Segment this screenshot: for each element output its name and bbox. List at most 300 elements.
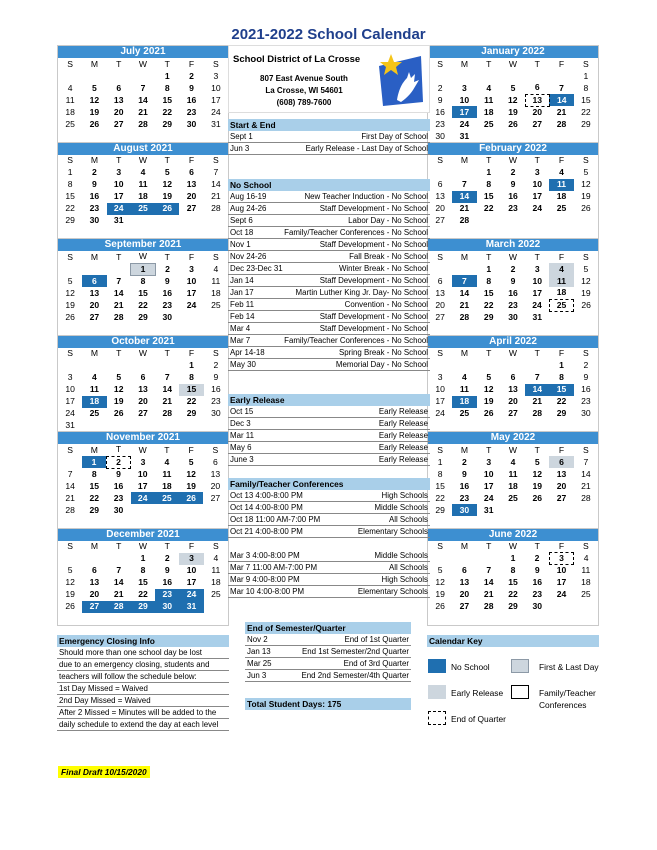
calendar-day: 5: [164, 167, 170, 177]
calendar-day: [58, 227, 82, 239]
list-item: [245, 634, 411, 646]
item-description: Elementary Schools: [357, 527, 428, 536]
calendar-day: 4: [510, 456, 516, 467]
calendar-day: 27: [82, 601, 106, 613]
calendar-day: [525, 130, 549, 142]
item-date: Oct 13 4:00-8:00 PM: [230, 491, 303, 500]
weekday-header: M: [460, 58, 468, 69]
weekday-header: T: [164, 155, 170, 165]
list-item: [228, 418, 430, 430]
calendar-day: [204, 227, 228, 239]
calendar-day: [501, 613, 525, 625]
calendar-day: 4: [583, 553, 589, 563]
calendar-day: [107, 130, 131, 142]
calendar-day: 20: [459, 589, 470, 599]
calendar-day: [131, 227, 155, 239]
calendar-day: 5: [583, 167, 589, 177]
weekday-header: W: [138, 348, 148, 358]
item-date: Nov 1: [230, 240, 251, 249]
calendar-day: 13: [556, 468, 567, 479]
calendar-day: 16: [508, 287, 518, 298]
calendar-day: 5: [486, 372, 492, 382]
weekday-header: M: [90, 348, 98, 358]
calendar-day: [107, 613, 131, 625]
calendar-day: [131, 323, 155, 335]
item-date: Jan 17: [230, 288, 254, 297]
weekday-header: T: [534, 155, 540, 165]
calendar-day: [107, 360, 131, 372]
calendar-day: 8: [510, 565, 516, 575]
calendar-day: [58, 516, 82, 528]
calendar-day: 24: [107, 203, 131, 215]
weekday-header: T: [486, 58, 492, 69]
item-date: Mar 7 11:00 AM-7:00 PM: [230, 563, 318, 572]
calendar-day: 1: [559, 360, 564, 370]
weekday-header: T: [116, 251, 122, 262]
early-release-header: Early Release: [228, 394, 430, 406]
list-item: [245, 646, 411, 658]
item-date: Mar 9 4:00-8:00 PM: [230, 575, 300, 584]
calendar-day: 29: [483, 311, 494, 322]
calendar-day: 3: [462, 82, 467, 93]
calendar-day: 1: [82, 456, 106, 468]
no-school-swatch: [428, 659, 446, 673]
calendar-day: [525, 360, 549, 372]
total-student-days: Total Student Days: 175: [245, 698, 411, 710]
no-school-header: No School: [228, 179, 430, 191]
calendar-day: 3: [179, 553, 203, 565]
weekday-header: M: [460, 541, 468, 551]
calendar-day: 27: [186, 203, 197, 213]
calendar-day: 26: [483, 408, 494, 418]
calendar-day: 12: [435, 577, 445, 587]
calendar-day: 27: [532, 118, 543, 129]
calendar-day: [131, 613, 155, 625]
weekday-header: S: [582, 444, 589, 455]
weekday-header: W: [508, 155, 518, 165]
calendar-day: 3: [116, 167, 122, 177]
calendar-day: 2: [462, 456, 467, 467]
calendar-day: [549, 311, 573, 323]
calendar-day: 12: [581, 275, 591, 286]
eoq-swatch: [428, 711, 446, 725]
calendar-day: [428, 167, 452, 179]
calendar-day: 30: [162, 311, 173, 322]
calendar-day: 24: [65, 408, 75, 418]
calendar-day: 23: [459, 492, 470, 503]
calendar-day: 25: [211, 299, 221, 310]
calendar-day: 12: [581, 179, 591, 189]
weekday-header: S: [437, 444, 443, 455]
conferences-march-section: [228, 550, 430, 598]
month-name: July 2021: [58, 46, 228, 58]
calendar-day: 22: [581, 106, 591, 117]
list-item: [228, 406, 430, 418]
calendar-day: [106, 516, 130, 528]
emergency-text: daily schedule to extend the day at each level: [59, 720, 219, 729]
calendar-day: [428, 227, 452, 239]
emergency-line: [57, 647, 229, 659]
calendar-day: [179, 504, 203, 516]
calendar-day: [477, 360, 501, 372]
calendar-day: 9: [213, 372, 219, 382]
calendar-day: 12: [162, 179, 173, 189]
weekday-header: W: [508, 348, 518, 358]
calendar-day: 18: [211, 287, 221, 298]
calendar-day: 21: [459, 299, 470, 310]
calendar-day: [82, 227, 106, 239]
emergency-line: [57, 707, 229, 719]
list-item: [228, 574, 430, 586]
calendar-day: 6: [534, 82, 540, 93]
calendar-day: 17: [532, 287, 543, 298]
calendar-day: 27: [459, 601, 470, 611]
calendar-day: [155, 215, 179, 227]
calendar-day: 15: [508, 577, 518, 587]
calendar-day: [58, 553, 82, 565]
calendar-day: 31: [113, 215, 124, 225]
calendar-day: [525, 420, 549, 432]
emergency-text: After 2 Missed = Minutes will be added to the: [59, 708, 217, 717]
calendar-day: 1: [486, 263, 492, 274]
calendar-day: 29: [435, 504, 445, 515]
calendar-day: 23: [581, 396, 591, 406]
calendar-day: 6: [116, 82, 122, 93]
calendar-day: 7: [559, 82, 564, 93]
weekday-header: F: [558, 348, 565, 358]
calendar-day: [131, 504, 155, 516]
calendar-day: 23: [508, 203, 518, 213]
list-item: [228, 143, 430, 155]
calendar-day: 22: [138, 589, 148, 599]
calendar-day: 14: [459, 287, 470, 298]
calendar-day: [155, 227, 179, 239]
month-name: November 2021: [58, 432, 228, 444]
item-description: Staff Development - No School: [319, 240, 428, 249]
calendar-day: [549, 227, 573, 239]
calendar-day: 11: [459, 384, 469, 394]
key-header: Calendar Key: [427, 635, 599, 647]
calendar-day: 11: [89, 384, 99, 394]
list-item: [228, 502, 430, 514]
calendar-day: 4: [559, 167, 564, 177]
month-calendar: [427, 45, 599, 143]
calendar-day: 20: [186, 191, 197, 201]
item-description: First Day of School: [361, 132, 428, 141]
weekday-header: S: [212, 348, 219, 358]
calendar-day: 22: [65, 203, 75, 213]
calendar-day: [203, 504, 227, 516]
calendar-day: [82, 420, 106, 432]
calendar-day: [574, 613, 598, 625]
item-description: High Schools: [381, 491, 428, 500]
list-item: [228, 347, 430, 359]
item-date: Oct 15: [230, 407, 254, 416]
key-conf-2: Conferences: [539, 700, 587, 710]
calendar-day: 4: [140, 167, 146, 177]
calendar-day: 5: [188, 456, 194, 467]
calendar-day: 30: [186, 118, 197, 129]
calendar-day: 12: [507, 94, 518, 105]
calendar-day: 15: [549, 384, 573, 396]
month-calendar: [427, 335, 599, 433]
calendar-day: 21: [581, 480, 591, 491]
weekday-header: T: [116, 348, 122, 358]
item-description: Early Release: [378, 455, 428, 464]
item-date: Aug 24-26: [230, 204, 267, 213]
calendar-day: 18: [452, 396, 476, 408]
item-description: Memorial Day - No School: [335, 360, 428, 369]
calendar-day: 31: [483, 504, 494, 515]
calendar-day: 28: [459, 311, 470, 322]
calendar-day: [574, 516, 598, 528]
calendar-day: [428, 360, 452, 372]
weekday-header: T: [164, 444, 170, 455]
calendar-day: [452, 167, 476, 179]
calendar-day: 30: [155, 601, 179, 613]
calendar-day: [452, 227, 476, 239]
item-date: Mar 3 4:00-8:00 PM: [230, 551, 300, 560]
item-date: Apr 14-18: [230, 348, 265, 357]
month-calendar: [57, 142, 229, 240]
calendar-day: 10: [211, 82, 221, 93]
emergency-line: [57, 719, 229, 731]
calendar-day: [525, 70, 549, 82]
list-item: [228, 335, 430, 347]
key-conf-1: Family/Teacher: [539, 688, 596, 698]
calendar-day: 16: [581, 384, 591, 394]
calendar-day: [452, 420, 476, 432]
calendar-day: [58, 263, 82, 275]
calendar-day: [58, 70, 82, 82]
calendar-day: [477, 227, 501, 239]
calendar-day: 28: [113, 311, 124, 322]
calendar-day: 13: [89, 287, 100, 298]
calendar-day: 14: [483, 577, 494, 587]
list-item: [228, 586, 430, 598]
weekday-header: S: [437, 251, 443, 262]
calendar-day: 8: [486, 179, 492, 189]
calendar-day: [452, 323, 476, 335]
weekday-header: M: [90, 58, 98, 69]
key-no-school: No School: [451, 662, 490, 672]
calendar-day: 27: [210, 492, 221, 503]
emergency-line: [57, 659, 229, 671]
calendar-day: [574, 130, 598, 142]
calendar-day: 30: [508, 311, 518, 322]
calendar-day: [131, 70, 155, 82]
calendar-day: 19: [89, 106, 100, 117]
calendar-day: 21: [138, 106, 148, 117]
calendar-day: [155, 516, 179, 528]
calendar-day: [549, 70, 573, 82]
calendar-day: 12: [65, 577, 75, 587]
item-date: Mar 7: [230, 336, 251, 345]
calendar-day: [204, 601, 228, 613]
calendar-day: 15: [483, 191, 494, 201]
calendar-day: 11: [211, 275, 221, 286]
calendar-day: 15: [65, 191, 75, 201]
calendar-day: 1: [140, 553, 146, 563]
calendar-day: 14: [525, 384, 549, 396]
calendar-day: 11: [549, 179, 573, 191]
calendar-day: 9: [189, 82, 194, 93]
calendar-day: [574, 323, 598, 335]
list-item: [228, 191, 430, 203]
month-name: August 2021: [58, 143, 228, 155]
weekday-header: T: [116, 541, 122, 551]
calendar-day: [477, 613, 501, 625]
calendar-day: 19: [162, 191, 173, 201]
calendar-day: [501, 130, 525, 142]
calendar-day: 25: [483, 118, 494, 129]
calendar-day: 17: [186, 577, 197, 587]
item-description: Family/Teacher Conferences - No School: [284, 228, 428, 237]
calendar-day: 7: [213, 167, 219, 177]
emergency-line: [57, 695, 229, 707]
start-end-section: [228, 119, 430, 155]
calendar-day: 28: [65, 504, 75, 515]
weekday-header: S: [582, 348, 589, 358]
calendar-day: [131, 420, 155, 432]
calendar-day: 12: [186, 468, 196, 479]
calendar-day: 17: [65, 396, 75, 406]
calendar-day: 16: [162, 577, 173, 587]
item-date: Dec 23-Dec 31: [230, 264, 283, 273]
calendar-day: 21: [483, 589, 494, 599]
list-item: [228, 275, 430, 287]
calendar-day: [549, 504, 573, 516]
item-date: May 30: [230, 360, 256, 369]
calendar-day: 10: [113, 179, 124, 189]
district-phone: (608) 789-7600: [276, 98, 332, 107]
calendar-day: [477, 215, 501, 227]
calendar-day: 29: [131, 601, 155, 613]
weekday-header: S: [67, 58, 73, 69]
calendar-day: [574, 420, 598, 432]
calendar-day: [204, 215, 228, 227]
calendar-day: 13: [525, 94, 549, 106]
calendar-day: [204, 613, 228, 625]
item-date: Nov 24-26: [230, 252, 267, 261]
weekday-header: M: [90, 541, 98, 551]
calendar-day: [525, 504, 549, 516]
weekday-header: S: [582, 251, 589, 262]
calendar-day: 25: [65, 118, 75, 129]
calendar-day: 23: [211, 396, 221, 406]
calendar-day: 25: [155, 492, 179, 504]
weekday-header: F: [188, 444, 194, 455]
item-description: Early Release: [378, 407, 428, 416]
calendar-day: 20: [89, 299, 100, 310]
calendar-day: 14: [65, 480, 75, 491]
calendar-day: 30: [89, 215, 100, 225]
calendar-day: 20: [435, 299, 445, 310]
list-item: [228, 359, 430, 371]
calendar-day: 20: [532, 106, 543, 117]
list-item: [228, 131, 430, 143]
calendar-day: [82, 613, 106, 625]
calendar-day: 19: [435, 589, 445, 599]
emergency-text: teachers will follow the schedule below:: [59, 672, 197, 681]
calendar-day: 18: [483, 106, 494, 117]
calendar-day: 7: [140, 82, 146, 93]
weekday-header: W: [138, 58, 148, 69]
calendar-day: [477, 70, 501, 82]
month-calendar: [57, 335, 229, 433]
calendar-day: 8: [189, 372, 194, 382]
calendar-day: 20: [138, 396, 148, 406]
calendar-day: 19: [581, 191, 591, 201]
calendar-day: 3: [437, 372, 443, 382]
weekday-header: S: [212, 444, 219, 455]
weekday-header: T: [486, 541, 492, 551]
calendar-day: 11: [211, 565, 221, 575]
item-description: Staff Development - No School: [319, 204, 428, 213]
calendar-day: [428, 420, 452, 432]
weekday-header: S: [582, 155, 589, 165]
calendar-day: 29: [162, 118, 173, 129]
weekday-header: S: [582, 58, 589, 69]
calendar-day: 7: [583, 456, 589, 467]
calendar-day: 30: [581, 408, 591, 418]
calendar-day: 9: [510, 179, 516, 189]
weekday-header: W: [138, 251, 148, 262]
emergency-text: due to an emergency closing, students and: [59, 660, 210, 669]
weekday-header: S: [212, 541, 219, 551]
item-date: Jan 13: [247, 647, 271, 656]
item-date: Feb 11: [230, 300, 254, 309]
calendar-day: 23: [113, 492, 124, 503]
calendar-day: 2: [92, 167, 97, 177]
calendar-day: 22: [483, 299, 494, 310]
item-date: Mar 4: [230, 324, 251, 333]
weekday-header: F: [188, 541, 195, 551]
weekday-header: F: [188, 58, 195, 69]
calendar-day: 18: [138, 191, 148, 201]
item-description: Winter Break - No School: [338, 264, 428, 273]
month-name: December 2021: [58, 529, 228, 541]
item-date: Mar 25: [247, 659, 272, 668]
calendar-day: 6: [549, 456, 573, 468]
item-date: Jan 14: [230, 276, 254, 285]
calendar-day: 11: [162, 468, 172, 479]
calendar-day: [452, 360, 476, 372]
calendar-day: 19: [65, 589, 75, 599]
item-date: Sept 1: [230, 132, 253, 141]
weekday-header: S: [67, 541, 73, 551]
calendar-day: [179, 323, 203, 335]
item-description: Elementary Schools: [357, 587, 428, 596]
calendar-day: 12: [113, 384, 124, 394]
calendar-day: [155, 613, 179, 625]
calendar-day: [203, 516, 227, 528]
weekday-header: S: [212, 155, 219, 165]
calendar-day: 21: [65, 492, 75, 503]
calendar-day: 11: [65, 94, 75, 105]
calendar-day: 17: [211, 94, 221, 105]
calendar-day: [477, 516, 501, 528]
item-description: Middle Schools: [374, 503, 428, 512]
calendar-day: 4: [486, 82, 492, 93]
calendar-day: 16: [532, 577, 543, 587]
calendar-day: 17: [556, 577, 567, 587]
emergency-text: 1st Day Missed = Waived: [59, 684, 148, 693]
calendar-day: 9: [583, 372, 589, 382]
calendar-day: [574, 311, 598, 323]
calendar-day: [549, 420, 573, 432]
calendar-day: 26: [508, 118, 518, 129]
